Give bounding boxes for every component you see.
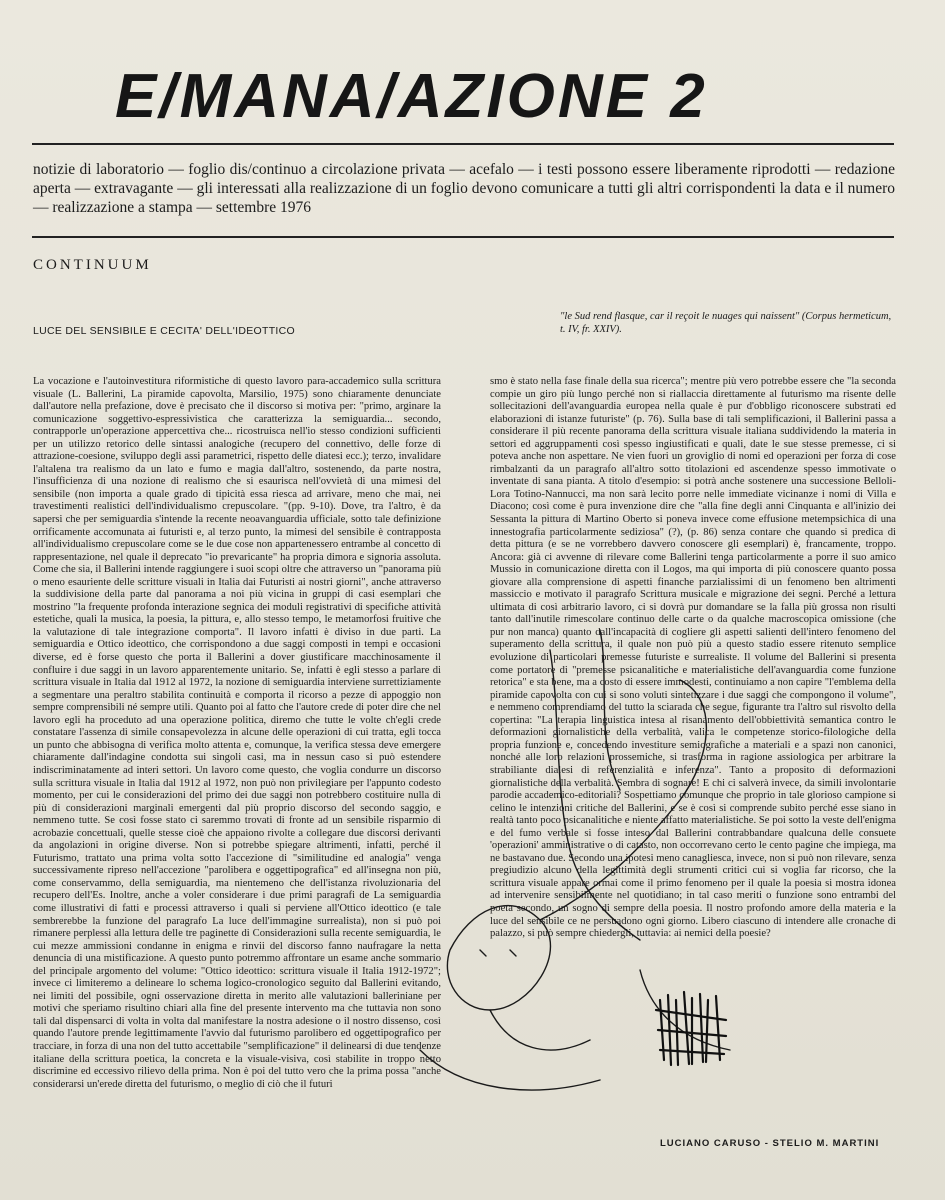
article-epigraph: "le Sud rend flasque, car il reçoit le nuages qui naissent" (Corpus hermeticum, t. IV, fr. XXIV). <box>560 311 892 335</box>
signature: LUCIANO CARUSO - STELIO M. MARTINI <box>660 1138 880 1149</box>
article-subtitle: LUCE DEL SENSIBILE E CECITA' DELL'IDEOTTICO <box>33 325 295 337</box>
article-column-left: La vocazione e l'autoinvestitura riformistiche di questo lavoro para-accademico sulla scrittura visuale (L. Ballerini, La piramide capovolta, Marsilio, 1975) sono chiaramente denunciate dall'autore nella prefazione, dove è precisato che il discorso si motiva per: "primo, arginare la comunicazione soggettivo-espressivistica che caratterizza la semiguardia... secondo, contrapporle un'operazione appercettiva che... ricostruisca nell'io stesso condizioni sufficienti per un utilizzo retorico delle sintassi analogiche (recupero del connettivo, delle forze di attrazione-coesione, sviluppo degli assi parametrici, rispetto delle diatesi ecc.); terzo, invalidare l'altalena tra realismo da un lato e fumo e magia dall'altro, sostenendo, da parte nostra, l'insufficienza di una nozione di realismo che si esaurisca nell'ovvietà di una mimesi del sensibile (non importa a quale grado di tipicità essa riesca ad arrivare, meno che mai, nei travestimenti realistici dell'individualismo crepuscolare. "(pp. 9-10). Dove, tra l'altro, è da sapersi che per semiguardia s'intende la recente neoavanguardia ufficiale, sotto tale definizione orrificamente accomunata ai futuristi e, al terzo punto, la mimesi del sensibile è contrapposta all'individualismo crepuscolare come se le due cose non appartenessero entrambe al concetto di rappresentazione, nel quale il deprecato "io prevaricante" ha propria dimora e signoria assoluta. Come che sia, il Ballerini intende raggiungere i suoi scopi oltre che attraverso un "panorama più o meno esauriente delle scritture visuali in Italia dai Futuristi ai nostri giorni", anche attraverso la suddivisione della parte dal panorama a noi più vicina in gruppi di casi esemplari che mostrino "la frequente profonda interazione segnica dei moduli registrativi di specifiche attività estetiche, quali la musica, la poesia, la pittura, e, allo stesso tempo, le metamorfosi fruitive che la valutazione di tale integrazione comporta". Il lavoro infatti è diviso in due parti. La semiguardia e Ottico ideottico, che corrispondono a due saggi composti in tempi e occasioni diverse, ed è forse questo che porta il Ballerini a dover giustificare macchinosamente il confluire i due saggi in un lavoro apparentemente unitario. Se, infatti è egli stesso a parlare di scrittura visuale in Italia dal 1912 al 1972, la nozione di semiguardia interviene surrettiziamente a segmentare una peraltro stabilita continuità e comporta il ricorso a pezze di appoggio non sempre comprensibili né sempre utili. Quanto poi al fatto che l'autore crede di poter dire che nel lavoro egli ha proceduto ad una operazione politica, diremo che tutte le volte ch'egli crede constatare l'assenza di simile consapevolezza in alcune delle operazioni di cui tratta, egli tocca un punto che abbisogna di verifica molto attenta e, comunque, la verifica stessa deve emergere chiaramente dall'indagine condotta sui singoli casi, ma in nessun caso si può estendere indiscriminatamente ad interi settori. Un lavoro come questo, che voglia condurre un discorso sulla scrittura visuale in Italia dal 1912 al 1972, non può non privilegiare per l'appunto codesto momento, per cui le considerazioni del primo dei due saggi non potrebbero costituire nulla di più di considerazioni marginali emergenti dal più proprio discorso del secondo saggio, e nemmeno tutte. Se così fosse stato ci saremmo trovati di fronte ad un sensibile risparmio di acrobazie concettuali, quelle stesse cioè che appaiono rivolte a collegare due discorsi derivanti da angolazioni in origine diverse. Non si potrebbe spiegare altrimenti, infatti, perché il Futurismo, trattato una prima volta sotto l'accezione di "similitudine ed analogia" venga successivamente ripreso nell'accezione "parolibera e oggettipografica" ed all'insegna non più, come conservammo, della semiguardia, ma nientemeno che dell'istanza rivoluzionaria del recupero dell'Es. Inoltre, anche a voler considerare i due primi paragrafi de La semiguardia come illustrativi di fatti e processi attraverso i quali si perviene all'Ottico ideottico (e tale sembrerebbe la funzione del paragrafo La luce dell'immagine surrealista), non si può poi rimanere perplessi alla lettura delle tre paginette di Considerazioni sulla recente semiguardia, le cui mezze ammissioni condanne in enigma e rinvii del discorso fanno naufragare la netta denuncia di una mistificazione. A questo punto potremmo affrontare un esame anche sommario del principale argomento del volume: "Ottico ideottico: scrittura visuale il Italia 1912-1972"; invece ci limiteremo a delineare lo schema logico-cronologico seguito dal Ballerini evitando, nei limiti del possibile, ogni osservazione diretta in merito alle valutazioni balleriniane per motivi che speriamo risultino chiari alla fine del presente intervento ma che tuttavia non sono tali dal dispensarci di volta in volta dal manifestare la nostra adesione o il nostro dissenso, così quando l'autore prende legittimamente l'avvio dal futurismo parolibero ed oggettipografico per tracciare, in forza di una non del tutto accettabile "semplificazione" il delinearsi di due tendenze italiane della scrittura poetica, la concreta e la visuale-visiva, così stabilite in troppo netto discrimine ed eccessivo rilievo della prima. Non è poi del tutto vero che la prima possa "anche considerarsi un'erede diretta del futurismo, o meglio di ciò che il futuri <box>33 376 441 1090</box>
header-rule-bottom <box>32 236 894 238</box>
masthead-title: E/MANA/AZIONE 2 <box>115 62 708 131</box>
article-column-right: smo è stato nella fase finale della sua ricerca"; mentre più vero potrebbe essere che "la seconda compie un giro più lungo perché non si riallaccia direttamente al futurismo ma risente delle sollecitazioni dell'avanguardia europea nella quale è pur d'obbligo riconoscere substrati ed elaborazioni di istanze futuriste" (p. 76). Sulla base di tali semplificazioni, il Ballerini passa a considerare il più recente panorama della scrittura visuale italiana suddividendo la materia in settori ed aggruppamenti così spesso ingiustificati e quali, date le sue stesse premesse, ci si poteva anche non aspettare. Ne vien fuori un groviglio di nomi ed operazioni per forza di cose rimbalzanti da un paragrafo all'altro sotto titolazioni ed ascendenze spesso immotivate o inventate di sana pianta. A titolo d'esempio: si potrà anche sostenere una successione Belloli-Lora Totino-Nannucci, ma non sarà lecito porre nelle immediate vicinanze i nomi di Villa e Diacono; così come è pura invenzione dire che "alla fine degli anni Cinquanta e all'inizio dei Sessanta la pittura di Martino Oberto si poneva invece come effusione metempsichica di una innestografia particolarmente sediziosa" (?), (p. 86) senza contare che quando si predica di detta pittura (e se ne vorrebbero davvero conoscere gli esemplari) è, francamente, troppo. Ancora: già ci avvenne di rilevare come Ballerini tenga particolarmente a porre il suo amico Mussio in comunicazione diretta con il Logos, ma qui importa di più conoscere quanto possa giovare alla comprensione di aspetti finanche parzialissimi di un fenomeno ben altrimenti massiccio e motivato il paragrafo Scrittura musicale e migrazione dei segni. Perché a lettura ultimata di così arbitrario lavoro, ci si dovrà pur domandare se la falla più grossa non risulti tanto dall'inutile rimescolare continuo delle carte o da qualche macroscopica omissione (che pur non manca) quanto dall'incapacità di cogliere gli aspetti salienti dell'intero fenomeno del superamento della scrittura, il quale non può più a questo stadio essere ritenuto semplice evoluzione di particolari premesse futuriste e surrealiste. Il volume del Ballerini si presenta come portatore di "premesse psicanalitiche e materialistiche dell'avanguardia come funzione retorica" e sta bene, ma a costo di essere immodesti, continuiamo a non capire "l'emblema della piramide capovolta con cui si sono voluti sintetizzare i due saggi che compongono il volume", e nemmeno comprendiamo del tutto la sciarada che segue, figurante tra l'altro sul risvolto della copertina: "La terapia linguistica intesa al risanamento dell'obbiettività semantica contro le deformazioni giornalistiche della verbalità, valica le competenze storico-filologiche della propria funzione e, concedendo investiture semiografiche a materiali e a spazi non canonici, nonché alle loro relazioni prossemiche, si trasforma in ragione assiologica per arbitrare la strabiliante dialesi di referenzialità e inferenza". Tanto a proposito di deformazioni giornalistiche della verbalità. Sembra di sognare! E chi ci salverà invece, da simili involontarie parodie accademico-editoriali? Sospettiamo comunque che proprio in tale glorioso campione si celino le intenzioni critiche del Ballerini, e se è così si comprende subito perché esse siano in realtà tanto poco psicanalitiche e niente affatto materialistiche. Se poi sotto la veste dell'enigma e del fumo verbale si fosse inteso dal Ballerini contrabbandare qualcuna delle consuete 'operazioni' amministrative o di catasto, non occorrevano certo le cento pagine che impiega, ma ne bastavano due. Secondo una ipotesi meno canagliesca, invece, non si può non rilevare, senza pregiudizio alcuno della legittimità degli strumenti critici cui si voglia far ricorso, che la scrittura visuale appare ormai come il primo fenomeno per il quale la poesia si mostra idonea ad intervenire sensibilmente nel quotidiano; in tal caso meriti o funzione sono entrambi del poeta secondo, un sogno di sempre della poesia. Il nostro profondo amore della materia e la luce del sensibile ce ne persuadono ogni giorno. Libero ciascuno di intendere alle cronache di palazzo, si può sempre chiedergli, tuttavia: ai nemici della poesie? <box>490 376 896 940</box>
intro-paragraph: notizie di laboratorio — foglio dis/continuo a circolazione privata — acefalo — i testi possono essere liberamente riprodotti — redazione aperta — extravagante — gli interessati alla realizzazione di un foglio devono comunicare a tutti gli altri corrispondenti la data e il numero — realizzazione a stampa — settembre 1976 <box>33 161 895 216</box>
section-title: CONTINUUM <box>33 257 152 273</box>
header-rule-top <box>32 143 894 145</box>
